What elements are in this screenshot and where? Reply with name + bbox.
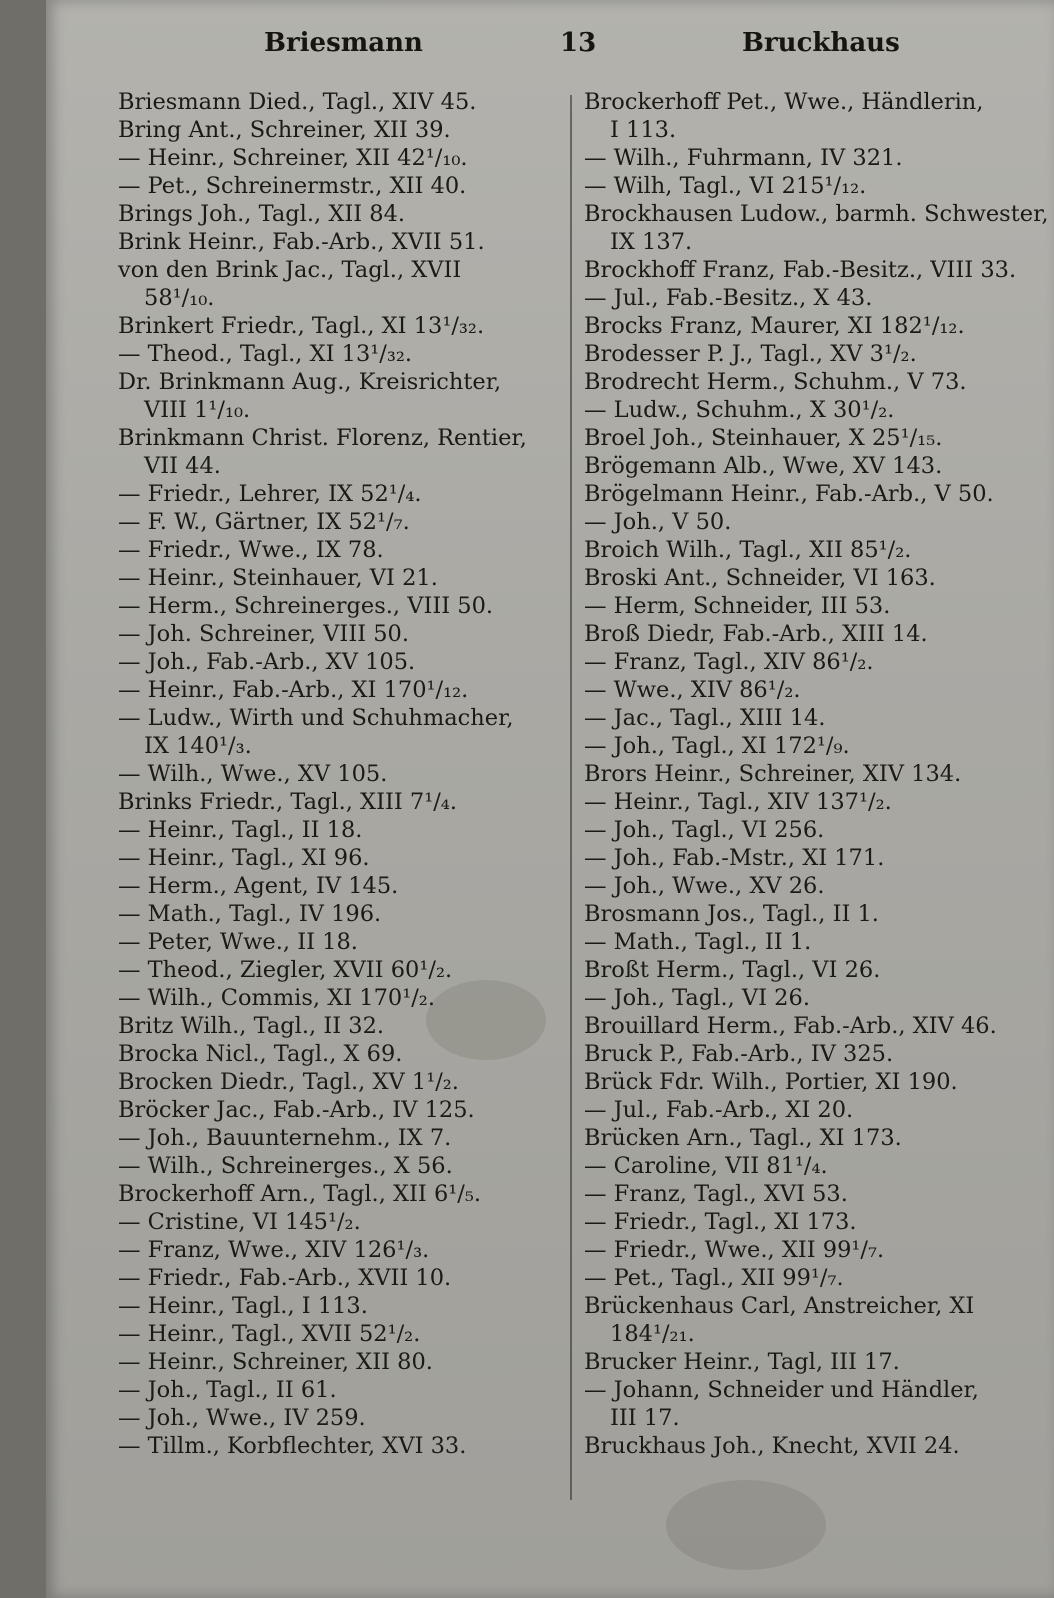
directory-entry: — Heinr., Schreiner, XII 42¹/₁₀. — [118, 145, 468, 171]
header-first-name: Briesmann — [264, 28, 423, 58]
directory-entry: Brocka Nicl., Tagl., X 69. — [118, 1041, 403, 1067]
directory-entry: — Friedr., Lehrer, IX 52¹/₄. — [118, 481, 422, 507]
directory-entry: — Joh., Tagl., VI 256. — [584, 817, 825, 843]
directory-entry: — Friedr., Wwe., XII 99¹/₇. — [584, 1237, 885, 1263]
directory-entry: Brodesser P. J., Tagl., XV 3¹/₂. — [584, 341, 917, 367]
directory-entry: — Wilh, Tagl., VI 215¹/₁₂. — [584, 173, 867, 199]
directory-entry: Broich Wilh., Tagl., XII 85¹/₂. — [584, 537, 912, 563]
directory-entry: — Jul., Fab.-Besitz., X 43. — [584, 285, 873, 311]
directory-entry: Briesmann Died., Tagl., XIV 45. — [118, 89, 477, 115]
directory-entry: — Herm, Schneider, III 53. — [584, 593, 891, 619]
directory-entry: — Wilh., Wwe., XV 105. — [118, 761, 388, 787]
column-divider — [570, 95, 572, 1500]
directory-entry: VIII 1¹/₁₀. — [144, 397, 251, 423]
directory-entry: — Johann, Schneider und Händler, — [584, 1377, 979, 1403]
directory-entry: — Jac., Tagl., XIII 14. — [584, 705, 826, 731]
directory-entry: — Franz, Wwe., XIV 126¹/₃. — [118, 1237, 430, 1263]
directory-entry: — Wilh., Fuhrmann, IV 321. — [584, 145, 903, 171]
directory-entry: Brögelmann Heinr., Fab.-Arb., V 50. — [584, 481, 994, 507]
directory-entry: Brucker Heinr., Tagl, III 17. — [584, 1349, 900, 1375]
directory-entry: Bring Ant., Schreiner, XII 39. — [118, 117, 451, 143]
directory-entry: Brodrecht Herm., Schuhm., V 73. — [584, 369, 967, 395]
directory-entry: Brockerhoff Arn., Tagl., XII 6¹/₅. — [118, 1181, 482, 1207]
header-last-name: Bruckhaus — [742, 28, 900, 58]
directory-entry: — Joh., Fab.-Mstr., XI 171. — [584, 845, 885, 871]
directory-entry: Brocken Diedr., Tagl., XV 1¹/₂. — [118, 1069, 459, 1095]
directory-entry: Brückenhaus Carl, Anstreicher, XI — [584, 1293, 975, 1319]
directory-entry: — Joh., V 50. — [584, 509, 732, 535]
directory-page — [46, 0, 1054, 1598]
directory-entry: — Joh., Wwe., IV 259. — [118, 1405, 366, 1431]
right-column — [584, 88, 1049, 1460]
directory-entry: Britz Wilh., Tagl., II 32. — [118, 1013, 385, 1039]
directory-entry: Brockhoff Franz, Fab.-Besitz., VIII 33. — [584, 257, 1017, 283]
directory-entry: Brück Fdr. Wilh., Portier, XI 190. — [584, 1069, 958, 1095]
directory-entry: VII 44. — [144, 453, 221, 479]
directory-entry: — Wilh., Commis, XI 170¹/₂. — [118, 985, 435, 1011]
directory-entry: — Heinr., Schreiner, XII 80. — [118, 1349, 433, 1375]
directory-entry: — Theod., Tagl., XI 13¹/₃₂. — [118, 341, 413, 367]
directory-entry: — Wwe., XIV 86¹/₂. — [584, 677, 801, 703]
directory-entry: — Heinr., Tagl., XIV 137¹/₂. — [584, 789, 892, 815]
directory-entry: — Friedr., Tagl., XI 173. — [584, 1209, 857, 1235]
directory-entry: Brocks Franz, Maurer, XI 182¹/₁₂. — [584, 313, 965, 339]
directory-entry: — Heinr., Tagl., XVII 52¹/₂. — [118, 1321, 421, 1347]
directory-entry: — Heinr., Tagl., II 18. — [118, 817, 363, 843]
directory-entry: Broß Diedr, Fab.-Arb., XIII 14. — [584, 621, 928, 647]
directory-entry: — F. W., Gärtner, IX 52¹/₇. — [118, 509, 410, 535]
directory-entry: — Friedr., Wwe., IX 78. — [118, 537, 384, 563]
directory-entry: — Math., Tagl., IV 196. — [118, 901, 382, 927]
directory-entry: — Franz, Tagl., XIV 86¹/₂. — [584, 649, 874, 675]
directory-entry: — Heinr., Tagl., I 113. — [118, 1293, 368, 1319]
directory-entry: 184¹/₂₁. — [610, 1321, 695, 1347]
directory-entry: — Heinr., Tagl., XI 96. — [118, 845, 370, 871]
directory-entry: — Peter, Wwe., II 18. — [118, 929, 358, 955]
directory-entry: III 17. — [610, 1405, 680, 1431]
directory-entry: Brouillard Herm., Fab.-Arb., XIV 46. — [584, 1013, 997, 1039]
directory-entry: Broßt Herm., Tagl., VI 26. — [584, 957, 881, 983]
directory-entry: — Joh., Tagl., II 61. — [118, 1377, 337, 1403]
directory-entry: Brink Heinr., Fab.-Arb., XVII 51. — [118, 229, 485, 255]
directory-entry: Brinkert Friedr., Tagl., XI 13¹/₃₂. — [118, 313, 485, 339]
directory-entry: Bruckhaus Joh., Knecht, XVII 24. — [584, 1433, 960, 1459]
page-number: 13 — [560, 28, 597, 58]
directory-entry: — Heinr., Fab.-Arb., XI 170¹/₁₂. — [118, 677, 469, 703]
page-header — [46, 28, 1054, 68]
directory-entry: 58¹/₁₀. — [144, 285, 215, 311]
directory-entry: — Math., Tagl., II 1. — [584, 929, 812, 955]
directory-entry: Brockhausen Ludow., barmh. Schwester, — [584, 201, 1049, 227]
directory-entry: Brosmann Jos., Tagl., II 1. — [584, 901, 879, 927]
directory-entry: — Joh., Fab.-Arb., XV 105. — [118, 649, 416, 675]
directory-entry: — Herm., Agent, IV 145. — [118, 873, 399, 899]
directory-entry: — Friedr., Fab.-Arb., XVII 10. — [118, 1265, 452, 1291]
directory-entry: I 113. — [610, 117, 677, 143]
directory-entry: — Joh., Tagl., VI 26. — [584, 985, 810, 1011]
directory-entry: — Wilh., Schreinerges., X 56. — [118, 1153, 453, 1179]
directory-entry: Dr. Brinkmann Aug., Kreisrichter, — [118, 369, 502, 395]
directory-entry: — Jul., Fab.-Arb., XI 20. — [584, 1097, 854, 1123]
directory-entry: Brockerhoff Pet., Wwe., Händlerin, — [584, 89, 984, 115]
directory-entry: — Ludw., Wirth und Schuhmacher, — [118, 705, 514, 731]
directory-entry: — Joh., Bauunternehm., IX 7. — [118, 1125, 452, 1151]
directory-entry: IX 137. — [610, 229, 693, 255]
left-column — [118, 88, 608, 1460]
directory-entry: — Cristine, VI 145¹/₂. — [118, 1209, 361, 1235]
directory-entry: — Joh., Wwe., XV 26. — [584, 873, 825, 899]
directory-entry: Brings Joh., Tagl., XII 84. — [118, 201, 406, 227]
directory-entry: Brögemann Alb., Wwe, XV 143. — [584, 453, 943, 479]
directory-entry: — Pet., Schreinermstr., XII 40. — [118, 173, 467, 199]
directory-entry: — Ludw., Schuhm., X 30¹/₂. — [584, 397, 895, 423]
directory-entry: Brinks Friedr., Tagl., XIII 7¹/₄. — [118, 789, 457, 815]
directory-entry: Brinkmann Christ. Florenz, Rentier, — [118, 425, 527, 451]
directory-entry: von den Brink Jac., Tagl., XVII — [118, 257, 462, 283]
directory-entry: — Herm., Schreinerges., VIII 50. — [118, 593, 494, 619]
directory-entry: Brücken Arn., Tagl., XI 173. — [584, 1125, 902, 1151]
directory-entry: Broski Ant., Schneider, VI 163. — [584, 565, 936, 591]
directory-entry: Bröcker Jac., Fab.-Arb., IV 125. — [118, 1097, 475, 1123]
paper-stain — [666, 1480, 826, 1570]
directory-entry: — Heinr., Steinhauer, VI 21. — [118, 565, 438, 591]
directory-entry: Broel Joh., Steinhauer, X 25¹/₁₅. — [584, 425, 943, 451]
directory-entry: — Franz, Tagl., XVI 53. — [584, 1181, 848, 1207]
directory-entry: Bruck P., Fab.-Arb., IV 325. — [584, 1041, 894, 1067]
directory-entry: — Pet., Tagl., XII 99¹/₇. — [584, 1265, 844, 1291]
directory-entry: — Joh., Tagl., XI 172¹/₉. — [584, 733, 850, 759]
directory-entry: IX 140¹/₃. — [144, 733, 252, 759]
directory-entry: — Caroline, VII 81¹/₄. — [584, 1153, 828, 1179]
directory-entry: — Joh. Schreiner, VIII 50. — [118, 621, 410, 647]
directory-entry: Brors Heinr., Schreiner, XIV 134. — [584, 761, 962, 787]
directory-entry: — Tillm., Korbflechter, XVI 33. — [118, 1433, 467, 1459]
directory-entry: — Theod., Ziegler, XVII 60¹/₂. — [118, 957, 453, 983]
